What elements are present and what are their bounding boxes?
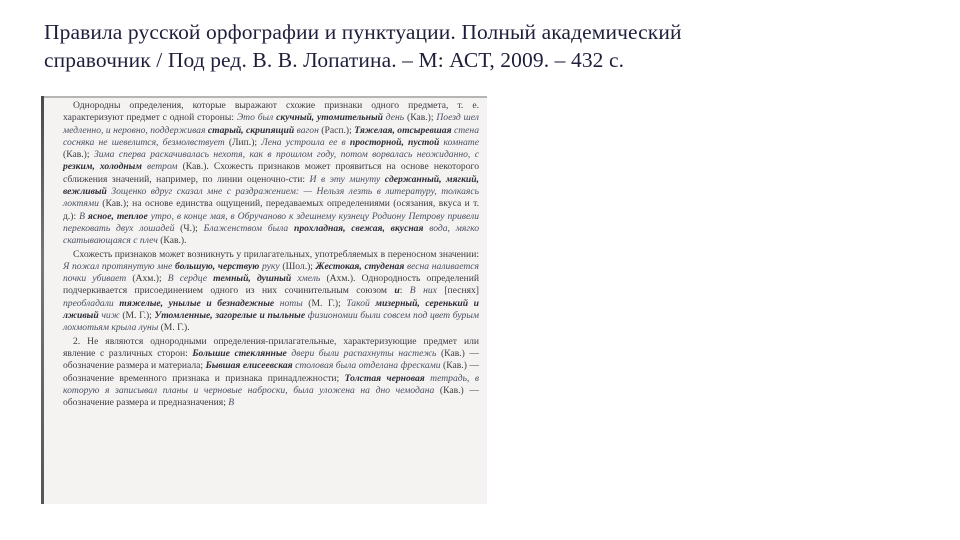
paragraph-1: [63, 100, 479, 248]
body-text: (Кав.);: [404, 112, 437, 124]
example-text: двери были распахнуты настежь: [286, 347, 437, 359]
highlighted-definitions: тяжелые, унылые и безнадежные: [119, 297, 275, 309]
scan-edge-shadow: [41, 96, 44, 504]
example-text: Поезд шел медленно, и неровно, поддерживая: [63, 112, 479, 136]
slide-title: [44, 18, 924, 74]
scanned-text-block: [63, 100, 479, 409]
body-text: Однородны определения, которые выражают схожие признаки одного предмета, т. е. характеризуют предмет с одной стороны:: [63, 100, 479, 124]
example-text: столовая была отделана фресками: [292, 360, 441, 372]
highlighted-definitions: Утомленные, загорелые и пыльные: [154, 310, 306, 322]
highlighted-definitions: большую, черствую: [175, 260, 260, 272]
paragraph-3: [63, 336, 479, 410]
highlighted-definitions: Большие стеклянные: [192, 347, 287, 359]
example-text: утро, в конце мая, в Обручаново к здешнему кузнецу Родиону Петрову привели перековать двух лошадей: [63, 210, 480, 234]
body-text: :: [399, 285, 410, 297]
example-text: ветром: [141, 161, 178, 173]
highlighted-definitions: ясное, теплое: [87, 210, 148, 222]
body-text: (Расп.);: [318, 124, 355, 136]
highlighted-definitions: Тяжелая, отсыревшая: [354, 124, 452, 136]
body-text: (М. Г.);: [119, 310, 155, 322]
example-text: В них: [409, 285, 437, 297]
example-text: комнате: [439, 136, 479, 148]
paragraph-2: [63, 249, 479, 335]
highlighted-definitions: сдержанный, мягкий, вежливый: [63, 173, 479, 198]
body-text: (Кав.); на основе единства ощущений, передаваемых определениями (осязания, вкуса и т. д.):: [63, 198, 479, 222]
scanned-page-image: [41, 96, 487, 504]
example-text: В: [228, 397, 235, 409]
body-text: (Кав.) — обозначение временного признака и признака принадлежности;: [63, 360, 479, 384]
example-text: преобладали: [63, 297, 120, 309]
example-text: В: [79, 210, 88, 222]
highlighted-definitions: скучный, утомительный: [276, 112, 383, 124]
body-text: Схожесть признаков может возникнуть у прилагательных, употребляемых в переносном значении:: [73, 248, 479, 260]
example-text: руку: [259, 260, 280, 272]
highlighted-definitions: Жестокая, студеная: [315, 260, 405, 272]
example-text: тетрадь, в которую я записывал планы и черновые наброски, была уложена на дно чемодана: [63, 372, 479, 396]
body-text: (Кав.). Схожесть признаков может проявиться на основе некоторого сближения значений, например, по линии оценочно-сти:: [63, 161, 480, 185]
example-text: стена сосняка не шевелится, безмолвствует: [63, 124, 479, 148]
title-line-2: справочник / Под ред. В. В. Лопатина. – М: АСТ, 2009. – 432 с.: [44, 48, 625, 72]
example-text: Лена устроила ее в: [261, 136, 350, 148]
body-text: (Лип.);: [224, 136, 262, 148]
example-text: Такой: [346, 297, 376, 309]
body-text: (М. Г.);: [302, 297, 347, 309]
body-text: (Шол.);: [279, 260, 316, 272]
example-text: весна наливается почки убивает: [63, 260, 479, 285]
highlighted-definitions: старый, скрипящий: [207, 124, 295, 136]
highlighted-definitions: и: [394, 285, 400, 297]
highlighted-definitions: темный, душный: [213, 273, 292, 285]
example-text: Я пожал протянутую мне: [63, 260, 176, 272]
highlighted-definitions: резким, холодным: [63, 161, 142, 173]
example-text: день: [382, 112, 405, 124]
body-text: 2. Не являются однородными определения-прилагательные, характеризующие предмет или явление с различных сторон:: [63, 335, 479, 359]
body-text: (Ахм.). Однородность определений подчеркивается присоединением одного из них сочинительным союзом: [63, 273, 479, 297]
body-text: (Кав.) — обозначение размера и материала;: [63, 347, 479, 372]
body-text: (М. Г.).: [158, 322, 190, 334]
example-text: ноты: [274, 297, 303, 309]
body-text: (Кав.);: [63, 149, 94, 161]
example-text: Зима сперва раскачивалась нехотя, как в прошлом году, потом ворвалась неожиданно, с: [93, 149, 479, 161]
example-text: чиж: [98, 310, 120, 322]
body-text: (Ч.);: [174, 222, 204, 234]
highlighted-definitions: Толстая черновая: [344, 372, 425, 384]
example-text: Зощенко вдруг сказал мне с раздражением: — Нельзя лезть в литературу, толкаясь локтями: [63, 186, 479, 210]
highlighted-definitions: Бывшая елисеевская: [205, 360, 293, 372]
body-text: (Кав.).: [157, 235, 187, 247]
highlighted-definitions: прохладная, свежая, вкусная: [294, 222, 424, 234]
example-text: физиономии были совсем под цвет бурым лохмотьям крыла луны: [63, 310, 479, 334]
body-text: (Кав.) — обозначение размера и предназначения;: [63, 384, 479, 409]
example-text: Это был: [236, 112, 277, 124]
highlighted-definitions: мизерный, серенький и лживый: [63, 297, 479, 322]
highlighted-definitions: просторной, пустой: [349, 136, 440, 148]
body-text: [песнях]: [436, 285, 479, 297]
example-text: И в эту минуту: [309, 173, 385, 185]
example-text: вода, мягко скатывающаяся с плеч: [63, 222, 479, 247]
example-text: хмель: [291, 273, 321, 285]
example-text: Блаженством была: [203, 222, 295, 234]
example-text: вагон: [294, 124, 319, 136]
title-line-1: Правила русской орфографии и пунктуации. Полный академический: [44, 20, 682, 44]
body-text: (Ахм.);: [126, 273, 168, 285]
example-text: В сердце: [167, 273, 214, 285]
